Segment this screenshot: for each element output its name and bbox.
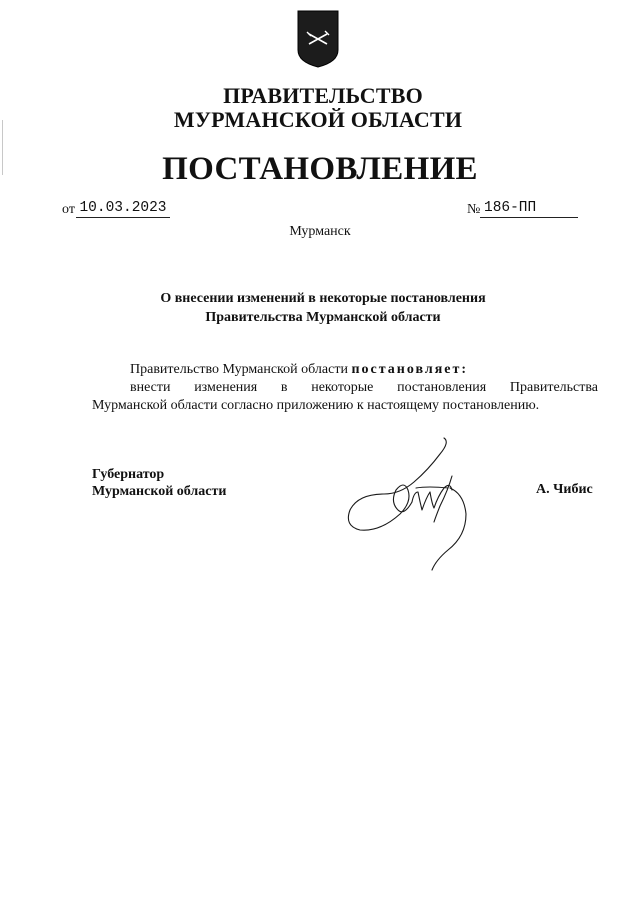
margin-mark [2, 120, 3, 175]
subject-line1: О внесении изменений в некоторые постановления [160, 291, 486, 306]
organization-line2: МУРМАНСКОЙ ОБЛАСТИ [173, 107, 463, 132]
document-date: 10.03.2023 [76, 200, 170, 218]
body-paragraph2-line1: внести изменения в некоторые постановления Правительства [130, 380, 598, 395]
signatory-title-line2: Мурманской области [92, 484, 227, 499]
document-number: 186-ПП [480, 200, 578, 218]
coat-of-arms-icon [297, 10, 339, 68]
subject-line2: Правительства Мурманской области [205, 310, 441, 325]
body-paragraph1-text: Правительство Мурманской области [130, 362, 352, 377]
date-prefix: от [62, 202, 75, 217]
signatory-name: А. Чибис [536, 482, 593, 497]
city: Мурманск [289, 224, 351, 239]
organization-line1: ПРАВИТЕЛЬСТВО [223, 83, 423, 108]
signatory-title-line1: Губернатор [92, 467, 165, 482]
body-paragraph1 [130, 360, 468, 380]
document-type-title: ПОСТАНОВЛЕНИЕ [162, 151, 478, 187]
number-prefix: № [467, 202, 481, 217]
handwritten-signature [340, 432, 480, 574]
decree-word: постановляет: [351, 362, 469, 377]
body-paragraph2-line2: Мурманской области согласно приложению к настоящему постановлению. [92, 398, 540, 413]
